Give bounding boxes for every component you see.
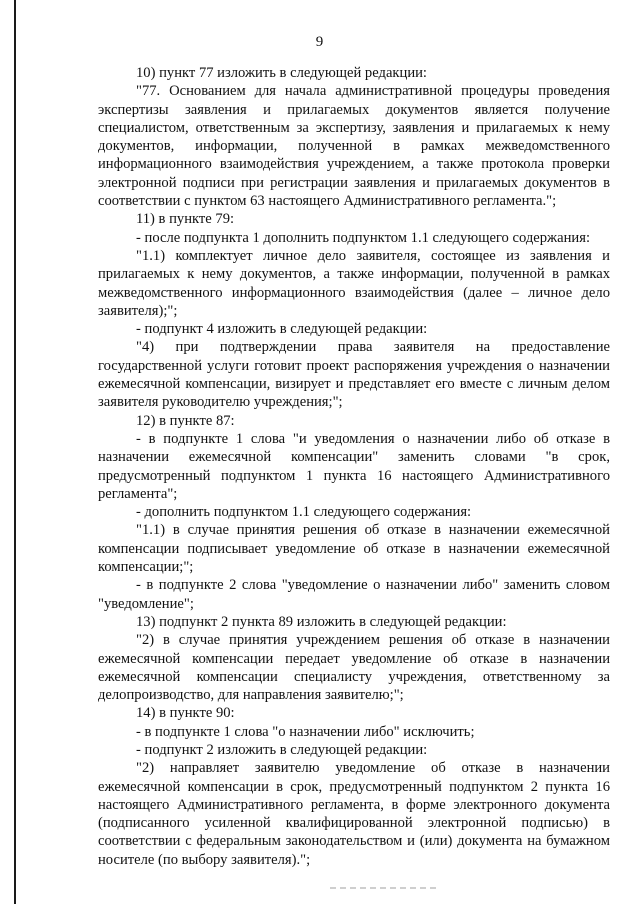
paragraph-item-14-heading: 14) в пункте 90: [136,705,235,722]
paragraph-subpoint-4-heading: - подпункт 4 изложить в следующей редакции: [136,321,428,338]
paragraph-subpoint-2-send: "2) направляет заявителю уведомление об отказе в назначении ежемесячной компенсации в срок, предусмотренный подпунктом 2 пункта 16 настоящего Административного регламента, в форме электронного документа (подписанного усиленной квалифицированной электронной подписью) в соответствии с федеральным законодательством и (или) документа на бумажном носителе (по выбору заявителя)."; [98,760,610,868]
paragraph-subpoint-1-1-refusal: "1.1) в случае принятия решения об отказе в назначении ежемесячной компенсации подписывает уведомление об отказе в назначении ежемесячной компенсации;"; [98,522,610,576]
paragraph-replace-words: - в подпункте 1 слова "и уведомления о назначении либо об отказе в назначении ежемесячной компенсации" заменить словами "в срок, предусмотренный подпунктом 1 пункта 16 настоящего Административного регламента"; [98,430,610,502]
paragraph-subpoint-2-heading: - подпункт 2 изложить в следующей редакции: [136,741,428,758]
paragraph-subpoint-2-replace: - в подпункте 2 слова "уведомление о назначении либо" заменить словом "уведомление"; [98,577,610,612]
paragraph-item-12-heading: 12) в пункте 87: [136,412,235,429]
page-number: 9 [315,34,324,50]
page-left-edge-line [14,0,16,904]
paragraph-subpoint-4-text: "4) при подтверждении права заявителя на предоставление государственной услуги готовит проект распоряжения учреждения о назначении ежемесячной компенсации, визирует и представляет его вместе с личным делом заявителя руководителю учреждения;"; [98,339,610,411]
paragraph-point-77-text: "77. Основанием для начала административной процедуры проведения экспертизы заявления и прилагаемых документов является получение специалистом, ответственным за экспертизу, заявления и прилагаемых к нему документов, информации, полученной в рамках межведомственного информационного взаимодействия учреждением, а также протокола проверки электронной подписи при регистрации заявления и прилагаемых документов в соответствии с пунктом 63 настоящего Административного регламента."; [98,83,610,210]
paragraph-item-10-heading: 10) пункт 77 изложить в следующей редакции: [136,65,427,81]
document-body [98,64,610,869]
paragraph-add-subpoint-1-1-b: - дополнить подпунктом 1.1 следующего содержания: [136,504,472,521]
scan-artifact-line [330,887,440,889]
paragraph-subpoint-1-1-text: "1.1) комплектует личное дело заявителя, состоящее из заявления и прилагаемых к нему документов, а также информации, полученной в рамках межведомственного информационного взаимодействия (далее – личное дело заявителя);"; [98,247,610,319]
paragraph-subpoint-1-exclude: - в подпункте 1 слова "о назначении либо" исключить; [136,723,475,740]
paragraph-add-subpoint-1-1: - после подпункта 1 дополнить подпунктом 1.1 следующего содержания: [136,229,590,246]
paragraph-item-11-heading: 11) в пункте 79: [136,211,235,228]
paragraph-item-13-heading: 13) подпункт 2 пункта 89 изложить в следующей редакции: [136,613,507,630]
paragraph-subpoint-2-transfer: "2) в случае принятия учреждением решения об отказе в назначении ежемесячной компенсации передает уведомление об отказе в назначении ежемесячной компенсации специалисту учреждения, ответственному за делопроизводство, для направления заявителю;"; [98,632,610,704]
